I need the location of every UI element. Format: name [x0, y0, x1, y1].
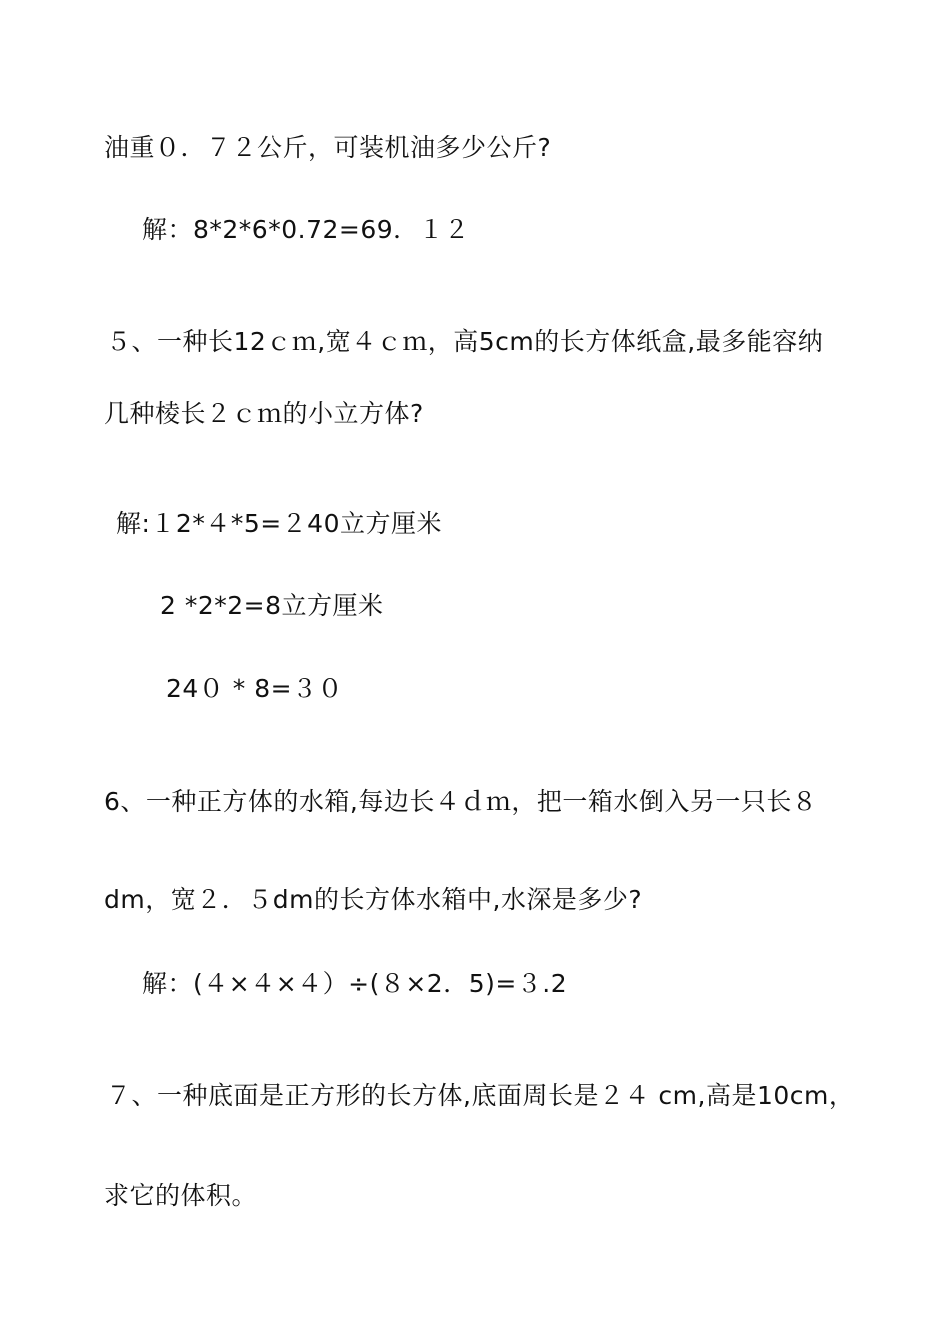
problem-5-text-continued: 几种棱长２ｃｍ的小立方体?: [104, 399, 424, 428]
problem-6-text: 6、一种正方体的水箱,每边长４ｄｍ，把一箱水倒入另一只长８: [104, 787, 818, 816]
problem-5-solution-step-2: 2 *2*2=8立方厘米: [160, 591, 384, 620]
problem-4-text-continued: 油重０．７２公斤，可装机油多少公斤?: [104, 133, 552, 162]
problem-7-text: ７、一种底面是正方形的长方体,底面周长是２４ cm,高是10cm，: [106, 1081, 855, 1110]
problem-4-solution: 解：8*2*6*0.72=69．１２: [142, 215, 470, 244]
problem-5-solution-step-1: 解:１2*４*5=２40立方厘米: [116, 509, 442, 538]
problem-5-solution-step-3: 24０ * 8=３０: [166, 674, 344, 703]
problem-6-text-continued: dm，宽２．５dm的长方体水箱中,水深是多少?: [104, 885, 643, 914]
problem-7-text-continued: 求它的体积。: [104, 1181, 258, 1210]
problem-5-text: ５、一种长12ｃｍ,宽４ｃｍ，高5cm的长方体纸盒,最多能容纳: [106, 327, 824, 356]
problem-6-solution: 解：(４×４×４）÷(８×2．5)=３.2: [142, 969, 568, 998]
